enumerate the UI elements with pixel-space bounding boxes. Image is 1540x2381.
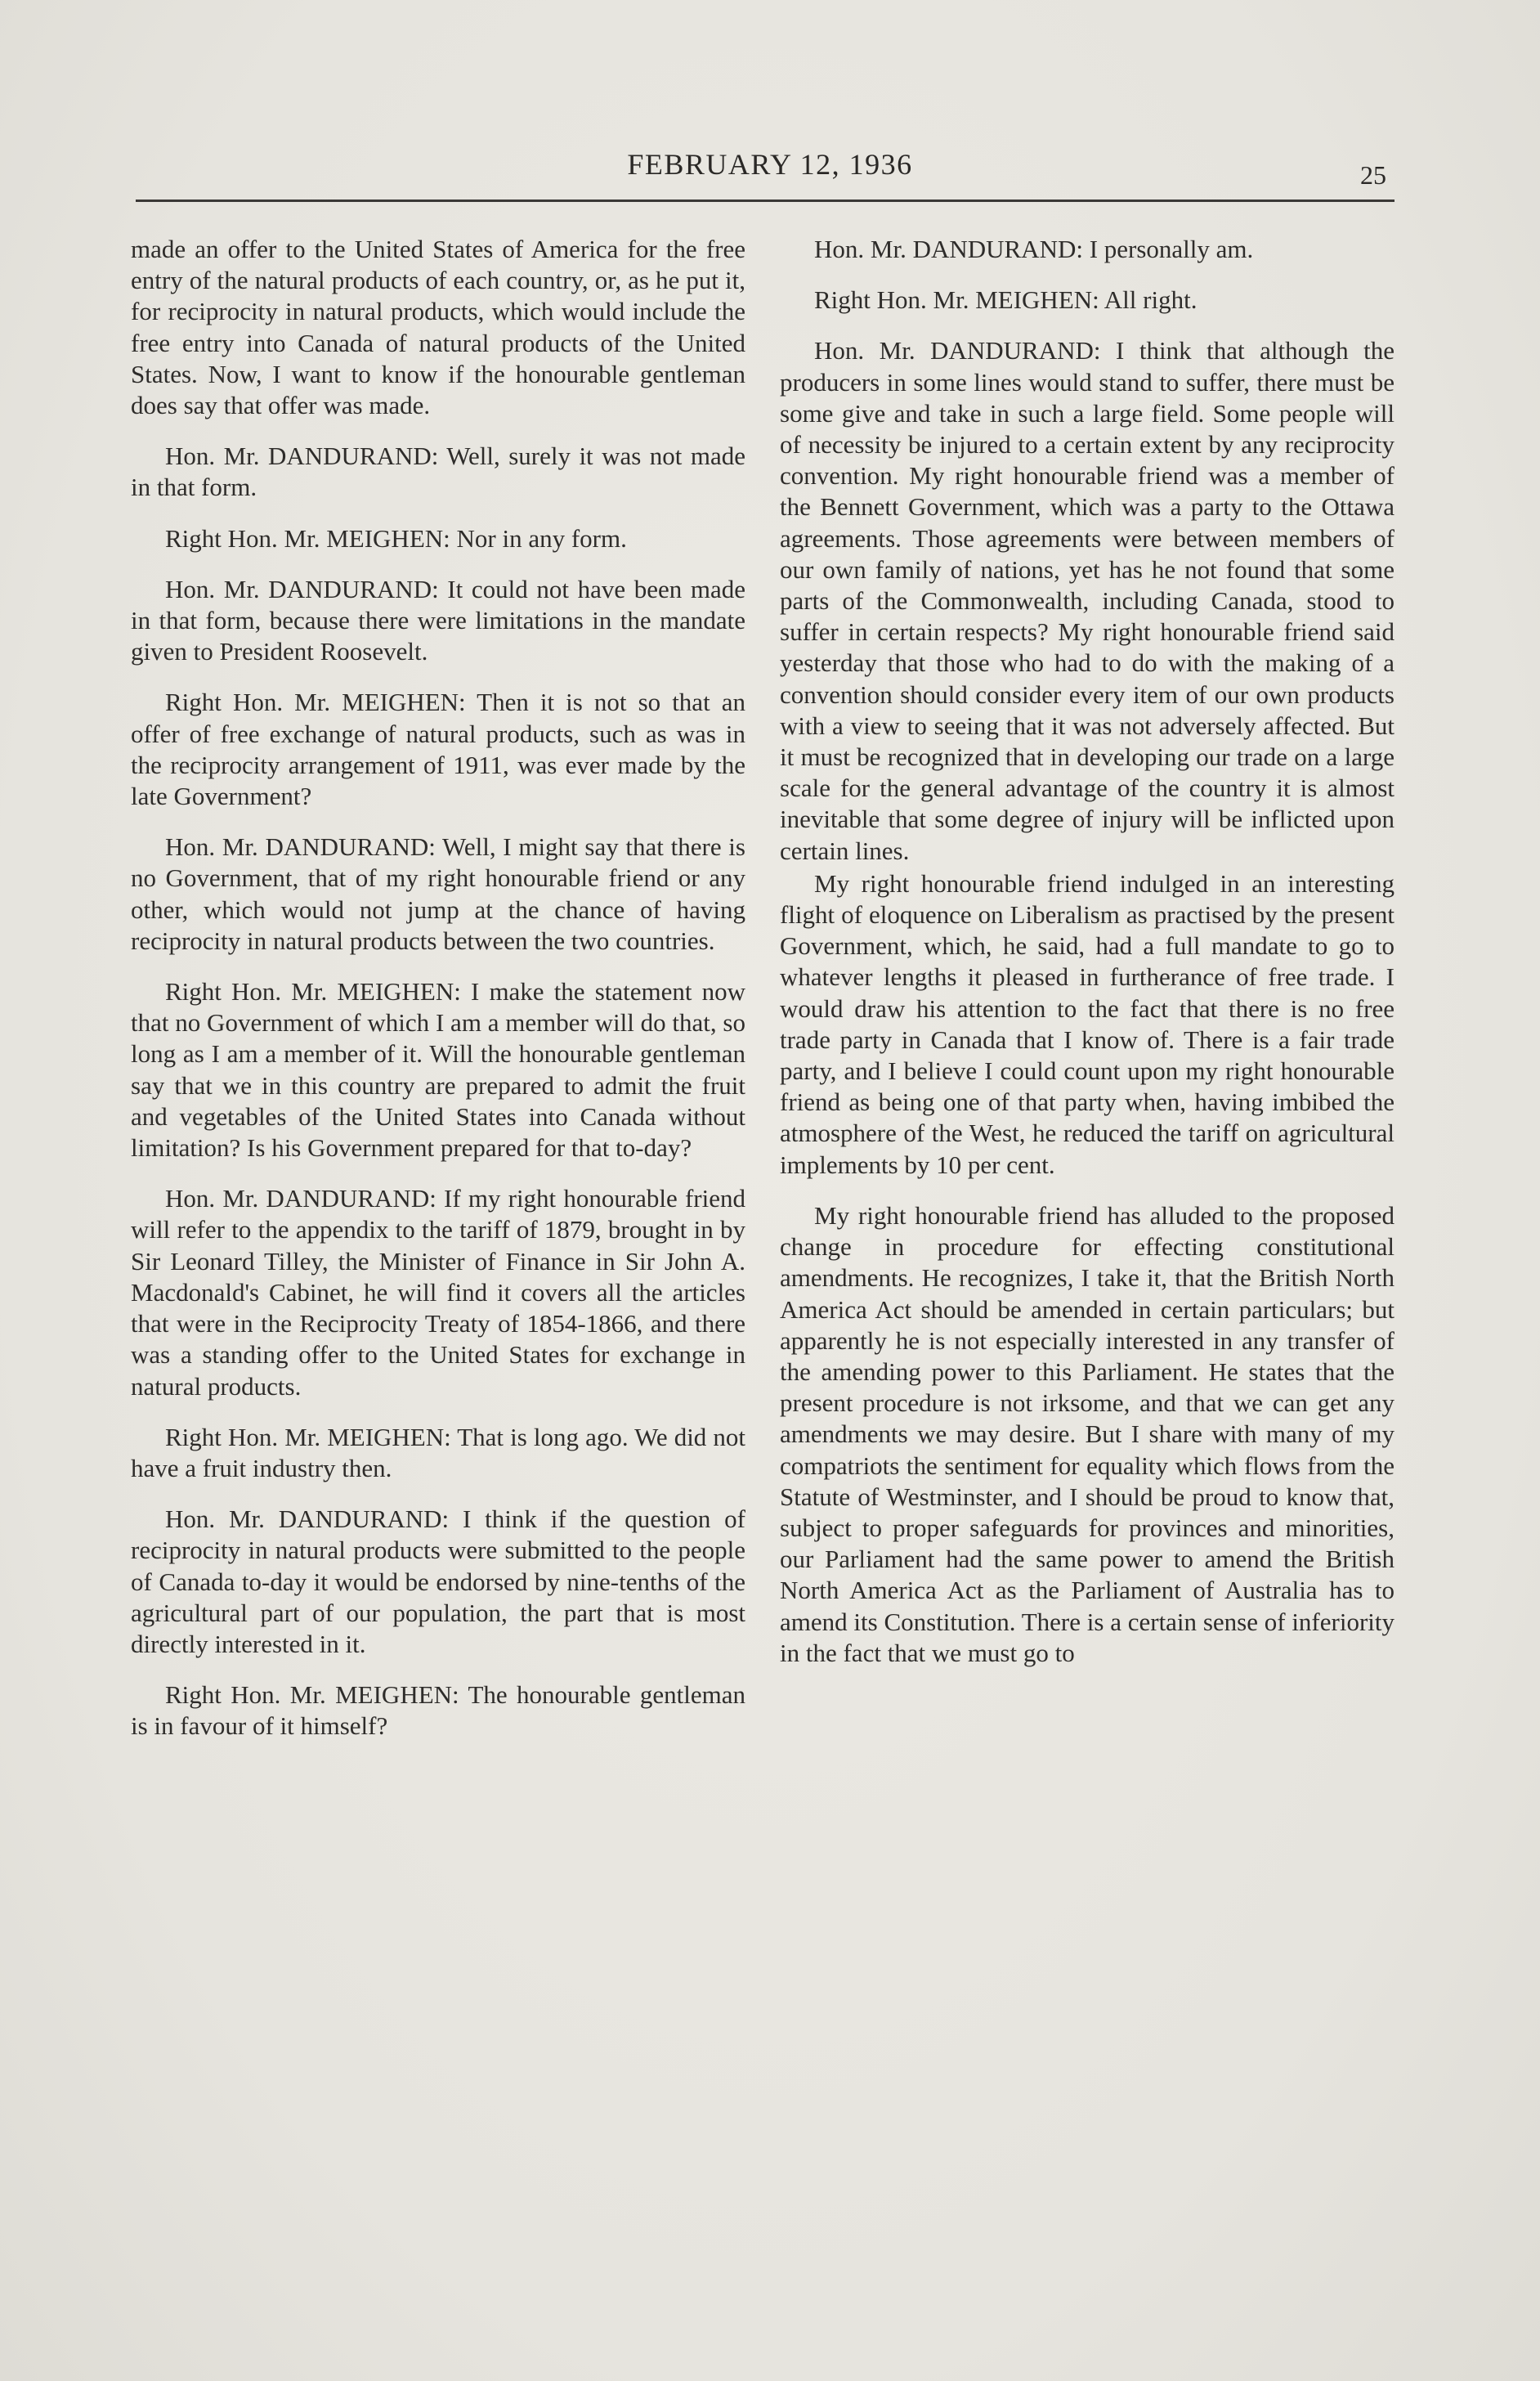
paragraph: Hon. Mr. DANDURAND: I personally am.	[814, 235, 1254, 263]
paragraph: Right Hon. Mr. MEIGHEN: The honourable gentleman is in favour of it himself?	[131, 1680, 745, 1741]
paragraph: Hon. Mr. DANDURAND: I think if the question of reciprocity in natural products were submitted to the people of Canada to-day it would be endorsed by nine-tenths of the agricultural part of our population, the part that is most directly interested in it.	[131, 1504, 745, 1658]
paragraph: Hon. Mr. DANDURAND: Well, I might say that there is no Government, that of my right honourable friend or any other, which would not jump at the chance of having reciprocity in natural products between the two countries.	[131, 832, 745, 955]
paragraph: My right honourable friend indulged in an interesting flight of eloquence on Liberalism as practised by the present Government, which, he said, had a full mandate to go to whatever lengths it pleased in furtherance of free trade. I would draw his attention to the fact that there is no free trade party in Canada that I know of. There is a fair trade party, and I believe I could count upon my right honourable friend as being one of that party when, having imbibed the atmosphere of the West, he reduced the tariff on agricultural implements by 10 per cent.	[780, 868, 1395, 1179]
paragraph: My right honourable friend has alluded to the proposed change in procedure for effecting constitutional amendments. He recognizes, I take it, that the British North America Act should be amended in certain particulars; but apparently he is not especially interested in any transfer of the amending power to this Parliament. He states that the present procedure is not irksome, and that we can get any amendments we may desire. But I share with many of my compatriots the sentiment for equality which flows from the Statute of Westminster, and I should be proud to know that, subject to proper safeguards for provinces and minorities, our Parliament had the same power to amend the British North America Act as the Parliament of Australia has to amend its Constitution. There is a certain sense of inferiority in the fact that we must go to	[780, 1200, 1395, 1667]
paragraph: Right Hon. Mr. MEIGHEN: That is long ago. We did not have a fruit industry then.	[131, 1422, 745, 1482]
paragraph: made an offer to the United States of America for the free entry of the natural products of each country, or, as he put it, for reciprocity in natural products, which would include the free entry into Canada of natural products of the United States. Now, I want to know if the honourable gentleman does say that offer was made.	[131, 235, 745, 420]
paragraph: Right Hon. Mr. MEIGHEN: I make the statement now that no Government of which I am a member will do that, so long as I am a member of it. Will the honourable gentleman say that we in this country are prepared to admit the fruit and vegetables of the United States into Canada without limitation? Is his Government prepared for that to-day?	[131, 977, 745, 1163]
page-header-date: FEBRUARY 12, 1936	[627, 148, 913, 181]
left-column	[131, 234, 745, 1762]
header-rule	[136, 200, 1395, 202]
paragraph: Right Hon. Mr. MEIGHEN: Nor in any form.	[165, 523, 627, 553]
paragraph: Hon. Mr. DANDURAND: If my right honourable friend will refer to the appendix to the tariff of 1879, brought in by Sir Leonard Tilley, the Minister of Finance in Sir John A. Macdonald's Cabinet, he will find it covers all the articles that were in the Reciprocity Treaty of 1854-1866, and there was a standing offer to the United States for exchange in natural products.	[131, 1184, 745, 1401]
paragraph: Hon. Mr. DANDURAND: It could not have been made in that form, because there were limitations in the mandate given to President Roosevelt.	[131, 574, 745, 666]
paragraph: Hon. Mr. DANDURAND: I think that although the producers in some lines would stand to suffer, there must be some give and take in such a large field. Some people will of necessity be injured to a certain extent by any reciprocity convention. My right honourable friend was a member of the Bennett Government, which was a party to the Ottawa agreements. Those agreements were between members of our own family of nations, yet has he not found that some parts of the Commonwealth, including Canada, stood to suffer in certain respects? My right honourable friend said yesterday that those who had to do with the making of a convention should consider every item of our own products with a view to seeing that it was not adversely affected. But it must be recognized that in developing our trade on a large scale for the general advantage of the country it is almost inevitable that some degree of injury will be inflicted upon certain lines.	[780, 336, 1395, 865]
paragraph: Right Hon. Mr. MEIGHEN: All right.	[814, 285, 1198, 315]
page-number: 25	[1360, 160, 1386, 190]
paragraph: Right Hon. Mr. MEIGHEN: Then it is not so that an offer of free exchange of natural products, such as was in the reciprocity arrangement of 1911, was ever made by the late Government?	[131, 688, 745, 811]
right-column	[780, 234, 1395, 1688]
paragraph: Hon. Mr. DANDURAND: Well, surely it was not made in that form.	[131, 442, 745, 502]
